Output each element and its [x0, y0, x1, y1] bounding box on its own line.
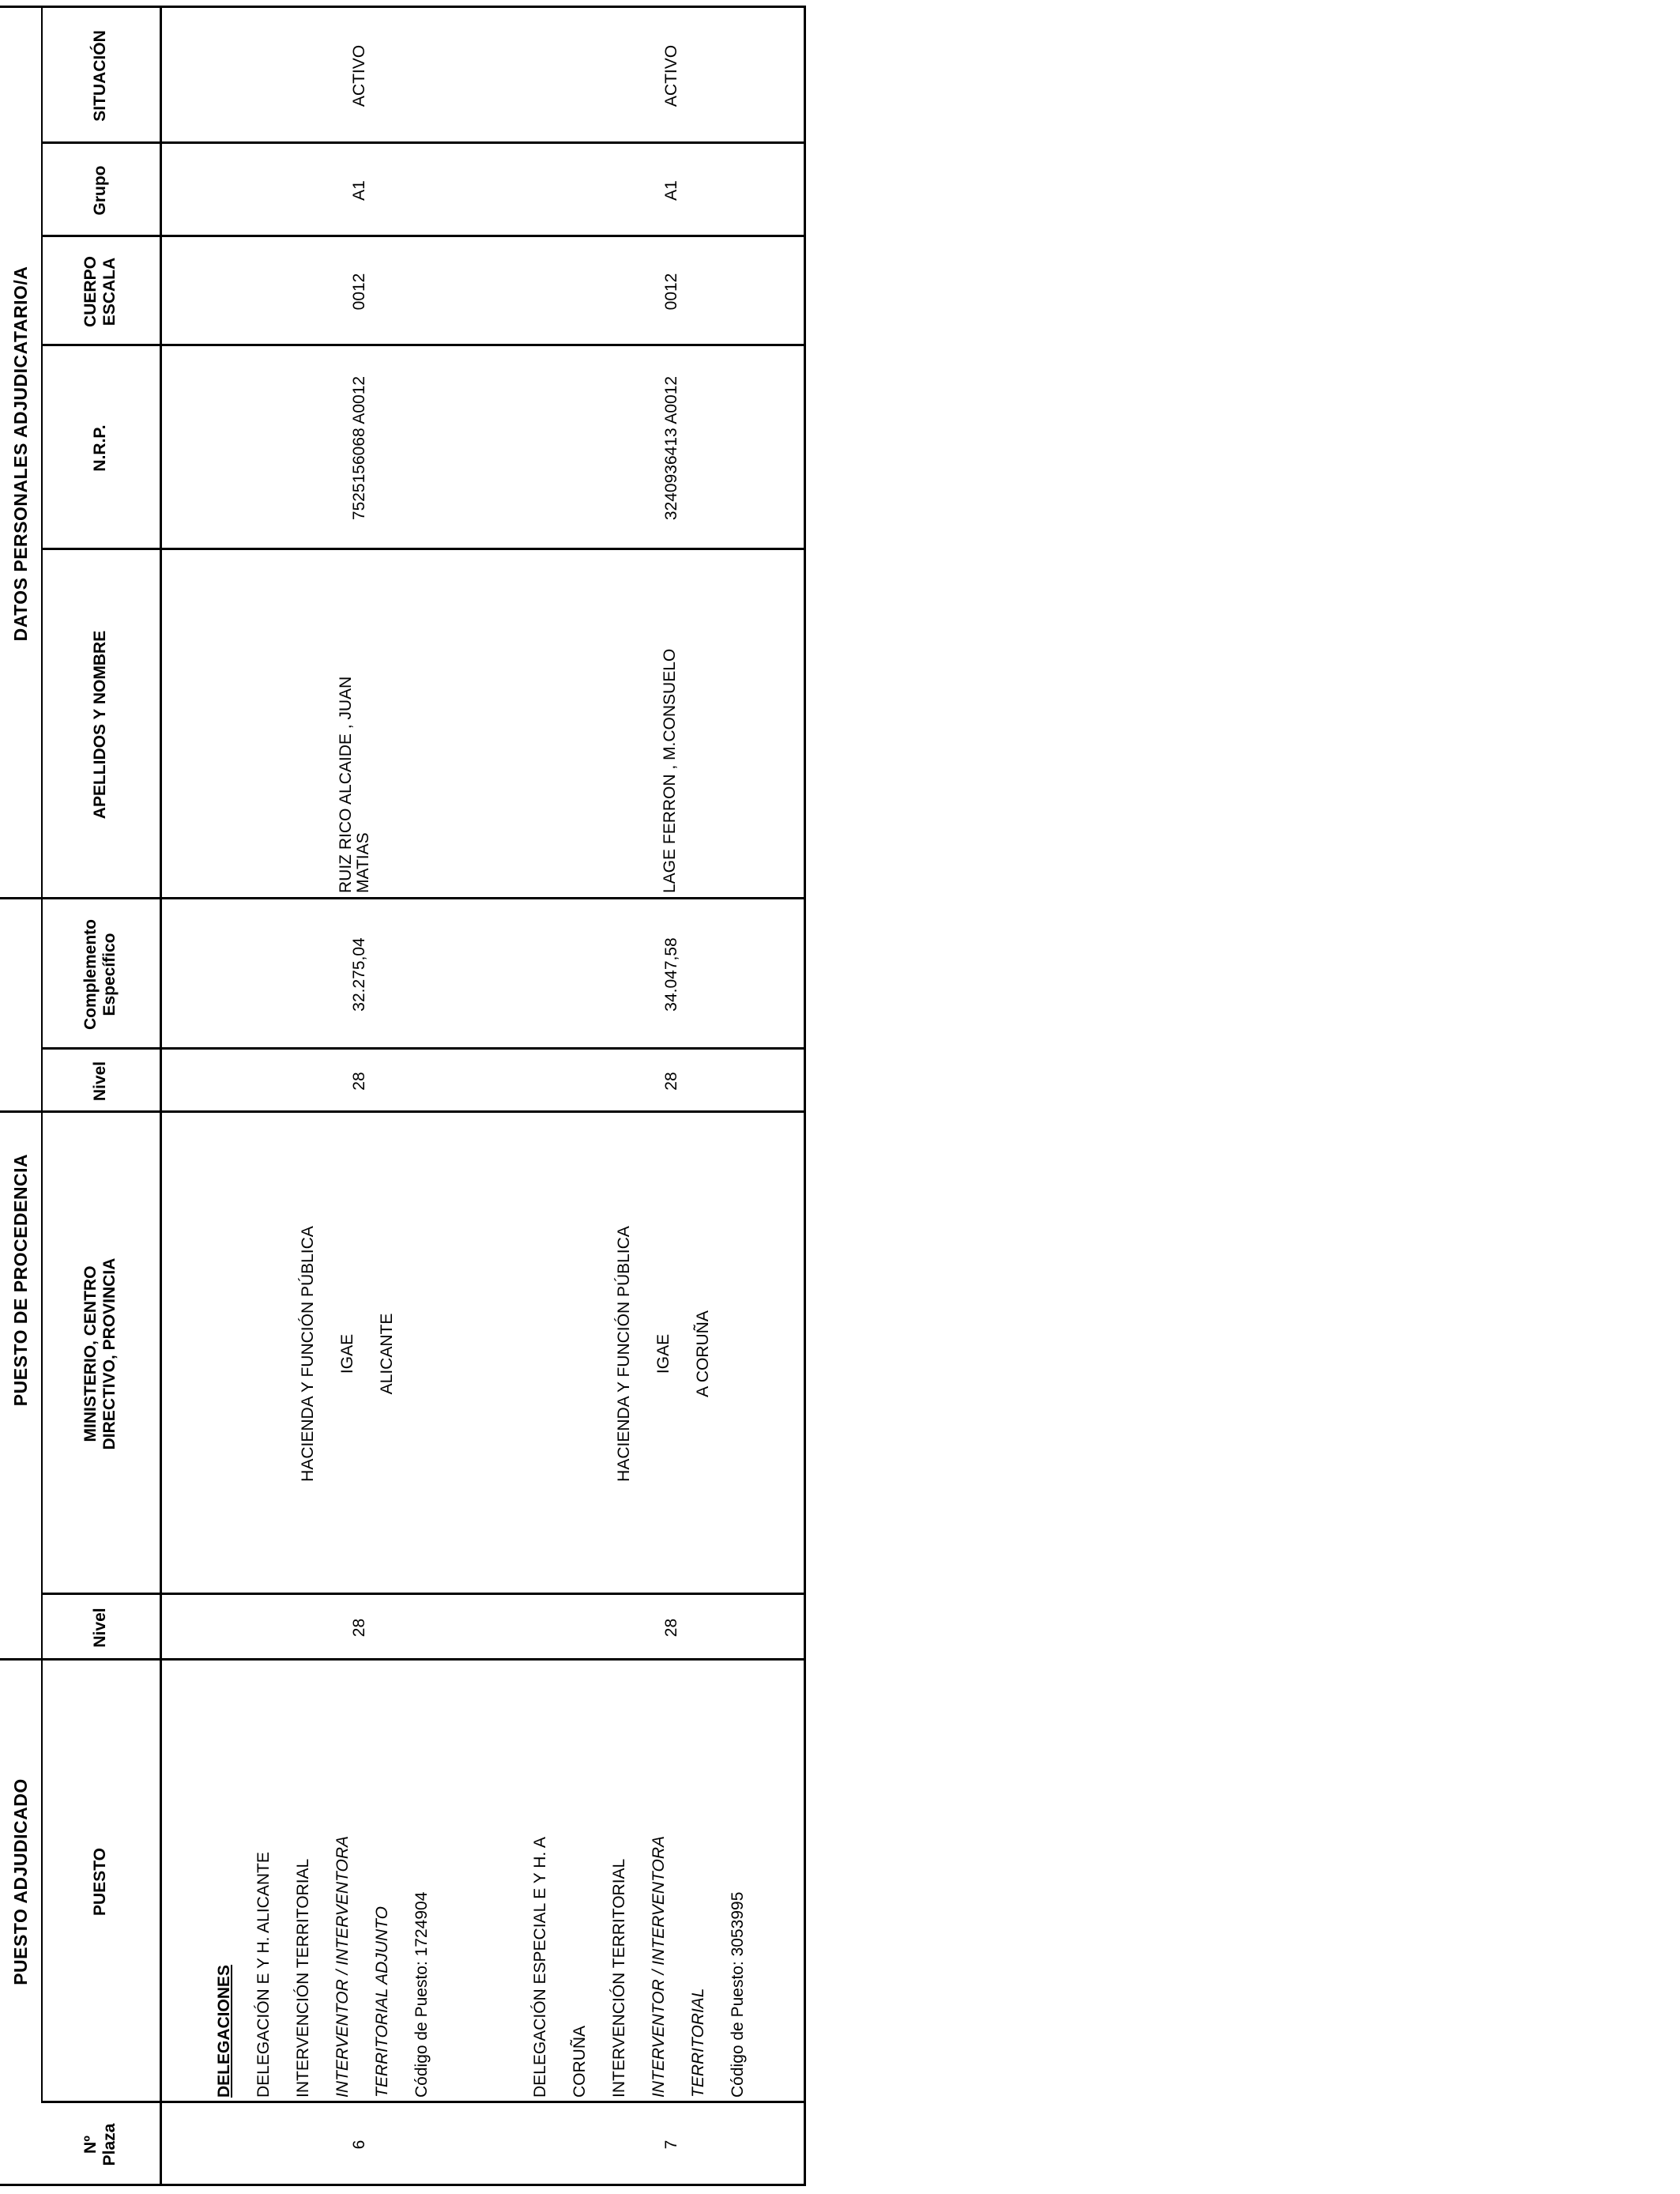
- plaza-number: 7: [662, 2139, 680, 2150]
- group-header-puesto-adjudicado: PUESTO ADJUDICADO: [9, 1778, 31, 1985]
- col-header-nrp: N.R.P.: [90, 424, 109, 472]
- puesto-line: DELEGACIÓN E Y H. ALICANTE: [254, 1852, 273, 2098]
- nivel-value: 28: [350, 1618, 368, 1638]
- ministerio-value: HACIENDA Y FUNCIÓN PÚBLICA: [615, 1226, 633, 1482]
- ministerio-value: HACIENDA Y FUNCIÓN PÚBLICA: [299, 1226, 317, 1482]
- apellidos-nombre-value: RUIZ RICO ALCAIDE , JUAN MATIAS: [337, 676, 373, 893]
- cuerpo-value: 0012: [662, 273, 680, 311]
- col-header-complemento: Complemento Específico: [81, 919, 119, 1031]
- puesto-line: DELEGACIÓN ESPECIAL E Y H. A: [530, 1837, 549, 2098]
- puesto-line-italic: INTERVENTOR / INTERVENTORA: [649, 1835, 668, 2098]
- situacion-value: ACTIVO: [350, 44, 368, 107]
- col-header-ministerio: MINISTERIO, CENTRO DIRECTIVO, PROVINCIA: [81, 1257, 119, 1450]
- rotated-table: [0, 0, 806, 2194]
- complemento-value: 34.047,58: [662, 937, 680, 1012]
- grupo-value: A1: [350, 180, 368, 201]
- puesto-cell-row-7: [520, 1836, 757, 2098]
- grupo-value: A1: [662, 180, 680, 201]
- col-header-nivel: Nivel: [90, 1608, 109, 1648]
- col-header-nivel-procedencia: Nivel: [90, 1061, 109, 1102]
- puesto-line-italic: INTERVENTOR / INTERVENTORA: [333, 1835, 352, 2098]
- puesto-line-italic: TERRITORIAL ADJUNTO: [372, 1906, 391, 2098]
- group-header-datos-personales: DATOS PERSONALES ADJUDICATARIO/A: [9, 266, 31, 642]
- puesto-line: INTERVENCIÓN TERRITORIAL: [609, 1858, 628, 2098]
- group-header-puesto-procedencia: PUESTO DE PROCEDENCIA: [9, 1153, 31, 1407]
- ministerio-cell-row-6: [277, 1113, 419, 1595]
- cuerpo-value: 0012: [350, 273, 368, 311]
- nrp-value: 3240936413 A0012: [662, 375, 680, 521]
- centro-value: IGAE: [338, 1333, 356, 1374]
- provincia-value: A CORUÑA: [694, 1310, 712, 1397]
- puesto-line: INTERVENCIÓN TERRITORIAL: [293, 1858, 312, 2098]
- nivel-procedencia-value: 28: [662, 1072, 680, 1091]
- col-header-puesto: PUESTO: [90, 1848, 109, 1916]
- codigo-puesto: Código de Puesto: 1724904: [412, 1891, 431, 2098]
- puesto-line: CORUÑA: [570, 2025, 589, 2098]
- puesto-line-italic: TERRITORIAL: [688, 1988, 707, 2098]
- situacion-value: ACTIVO: [662, 44, 680, 107]
- provincia-value: ALICANTE: [378, 1313, 396, 1395]
- col-header-cuerpo: CUERPO ESCALA: [81, 256, 119, 327]
- nivel-procedencia-value: 28: [350, 1072, 368, 1091]
- section-label-delegaciones: DELEGACIONES: [214, 1964, 233, 2098]
- centro-value: IGAE: [654, 1333, 672, 1374]
- apellidos-nombre-value: LAGE FERRON , M.CONSUELO: [661, 648, 679, 893]
- col-header-plaza: Nº Plaza: [81, 2123, 119, 2166]
- ministerio-cell-row-7: [593, 1113, 735, 1595]
- col-header-apellidos: APELLIDOS Y NOMBRE: [90, 630, 109, 820]
- codigo-puesto: Código de Puesto: 3053995: [728, 1891, 747, 2098]
- plaza-number: 6: [350, 2139, 368, 2150]
- complemento-value: 32.275,04: [350, 937, 368, 1012]
- col-header-grupo: Grupo: [90, 165, 109, 216]
- puesto-cell-row-6: [204, 1836, 441, 2098]
- col-header-situacion: SITUACIÓN: [90, 30, 109, 122]
- nivel-value: 28: [662, 1618, 680, 1638]
- nrp-value: 7525156068 A0012: [350, 375, 368, 521]
